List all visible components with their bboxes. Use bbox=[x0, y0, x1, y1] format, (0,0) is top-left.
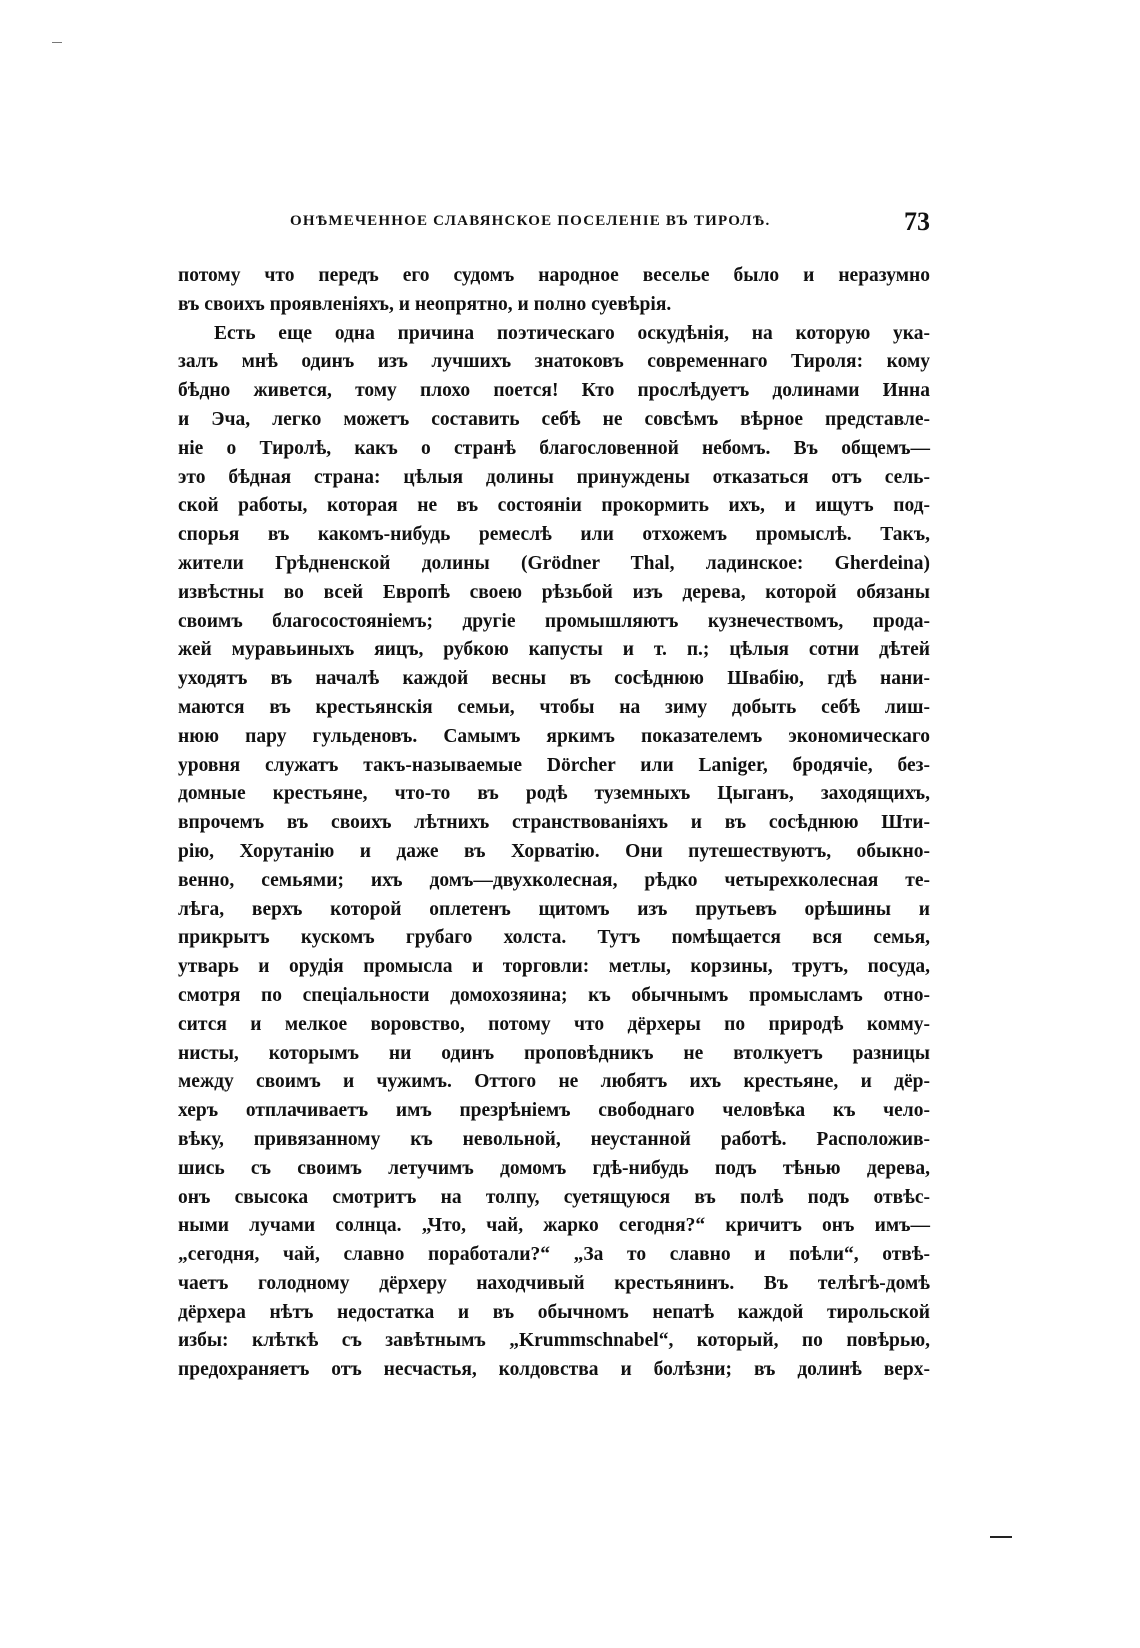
text-line: прикрытъ кускомъ грубаго холста. Тутъ помѣщается вся семья, bbox=[178, 927, 930, 949]
text-line: херъ отплачиваетъ имъ презрѣніемъ свободнаго человѣка къ чело- bbox=[178, 1100, 930, 1122]
text-line: бѣдно живется, тому плохо поется! Кто прослѣдуетъ долинами Инна bbox=[178, 380, 930, 402]
text-line: венно, семьями; ихъ домъ—двухколесная, рѣдко четырехколесная те- bbox=[178, 869, 930, 891]
text-line: рію, Хорутанію и даже въ Хорватію. Они путешествуютъ, обыкно- bbox=[178, 840, 930, 862]
text-line: шись съ своимъ летучимъ домомъ гдѣ-нибудь подъ тѣнью дерева, bbox=[178, 1157, 930, 1179]
text-line: предохраняетъ отъ несчастья, колдовства и болѣзни; въ долинѣ верх- bbox=[178, 1359, 930, 1381]
page-header bbox=[290, 207, 930, 241]
text-line: чаетъ голодному дёрхеру находчивый крестьянинъ. Въ телѣгѣ-домѣ bbox=[178, 1272, 930, 1294]
text-line: своимъ благосостояніемъ; другіе промышляютъ кузнечествомъ, прода- bbox=[178, 610, 930, 632]
text-line: вѣку, привязанному къ невольной, неустанной работѣ. Расположив- bbox=[178, 1128, 930, 1150]
text-line: смотря по спеціальности домохозяина; къ обычнымъ промысламъ отно- bbox=[178, 984, 930, 1006]
body-text bbox=[178, 262, 930, 1385]
text-line: сится и мелкое воровство, потому что дёрхеры по природѣ комму- bbox=[178, 1013, 930, 1035]
text-line: ніе о Тиролѣ, какъ о странѣ благословенной небомъ. Въ общемъ— bbox=[178, 437, 930, 459]
text-line: спорья въ какомъ-нибудь ремеслѣ или отхожемъ промыслѣ. Такъ, bbox=[178, 524, 930, 546]
text-line: уходятъ въ началѣ каждой весны въ сосѣднюю Швабію, гдѣ нани- bbox=[178, 668, 930, 690]
text-line: утварь и орудія промысла и торговли: метлы, корзины, трутъ, посуда, bbox=[178, 956, 930, 978]
text-line: избы: клѣткѣ съ завѣтнымъ „Krummschnabel“, который, по повѣрью, bbox=[178, 1330, 930, 1352]
text-line: домные крестьяне, что-то въ родѣ туземныхъ Цыганъ, заходящихъ, bbox=[178, 783, 930, 805]
text-line: въ своихъ проявленіяхъ, и неопрятно, и полно суевѣрія. bbox=[178, 293, 672, 315]
text-line: Есть еще одна причина поэтическаго оскудѣнія, на которую ука- bbox=[214, 322, 930, 344]
text-line: маются въ крестьянскія семьи, чтобы на зиму добыть себѣ лиш- bbox=[178, 696, 930, 718]
text-line: впрочемъ въ своихъ лѣтнихъ странствованіяхъ и въ сосѣднюю Шти- bbox=[178, 812, 930, 834]
scan-mark bbox=[990, 1536, 1012, 1538]
text-line: и Эча, легко можетъ составить себѣ не совсѣмъ вѣрное представле- bbox=[178, 408, 930, 430]
text-line: нюю пару гульденовъ. Самымъ яркимъ показателемъ экономическаго bbox=[178, 725, 930, 747]
running-head: ОНѢМЕЧЕННОЕ СЛАВЯНСКОЕ ПОСЕЛЕНІЕ ВЪ ТИРОЛѢ. bbox=[290, 213, 771, 229]
text-line: лѣга, верхъ которой оплетенъ щитомъ изъ прутьевъ орѣшины и bbox=[178, 898, 930, 920]
text-line: „сегодня, чай, славно поработали?“ „За то славно и поѣли“, отвѣ- bbox=[178, 1244, 930, 1266]
text-line: ными лучами солнца. „Что, чай, жарко сегодня?“ кричитъ онъ имъ— bbox=[178, 1215, 930, 1237]
text-line: жей муравьиныхъ яицъ, рубкою капусты и т. п.; цѣлыя сотни дѣтей bbox=[178, 639, 930, 661]
text-line: ской работы, которая не въ состояніи прокормить ихъ, и ищутъ под- bbox=[178, 495, 930, 517]
page-number: 73 bbox=[904, 207, 930, 236]
text-line: это бѣдная страна: цѣлыя долины принуждены отказаться отъ сель- bbox=[178, 466, 930, 488]
scan-mark bbox=[52, 42, 62, 43]
text-line: нисты, которымъ ни одинъ проповѣдникъ не втолкуетъ разницы bbox=[178, 1042, 930, 1064]
text-line: онъ свысока смотритъ на толпу, суетящуюся въ полѣ подъ отвѣс- bbox=[178, 1186, 930, 1208]
text-line: извѣстны во всей Европѣ своею рѣзьбой изъ дерева, которой обязаны bbox=[178, 581, 930, 603]
text-line: дёрхера нѣтъ недостатка и въ обычномъ непатѣ каждой тирольской bbox=[178, 1301, 930, 1323]
text-line: жители Грѣдненской долины (Grödner Thal, ладинское: Gherdeina) bbox=[178, 552, 930, 574]
text-line: потому что передъ его судомъ народное веселье было и неразумно bbox=[178, 265, 930, 286]
text-line: уровня служатъ такъ-называемые Dörcher или Laniger, бродячіе, без- bbox=[178, 754, 930, 776]
text-line: между своимъ и чужимъ. Оттого не любятъ ихъ крестьяне, и дёр- bbox=[178, 1071, 930, 1093]
text-line: залъ мнѣ одинъ изъ лучшихъ знатоковъ современнаго Тироля: кому bbox=[178, 351, 930, 373]
